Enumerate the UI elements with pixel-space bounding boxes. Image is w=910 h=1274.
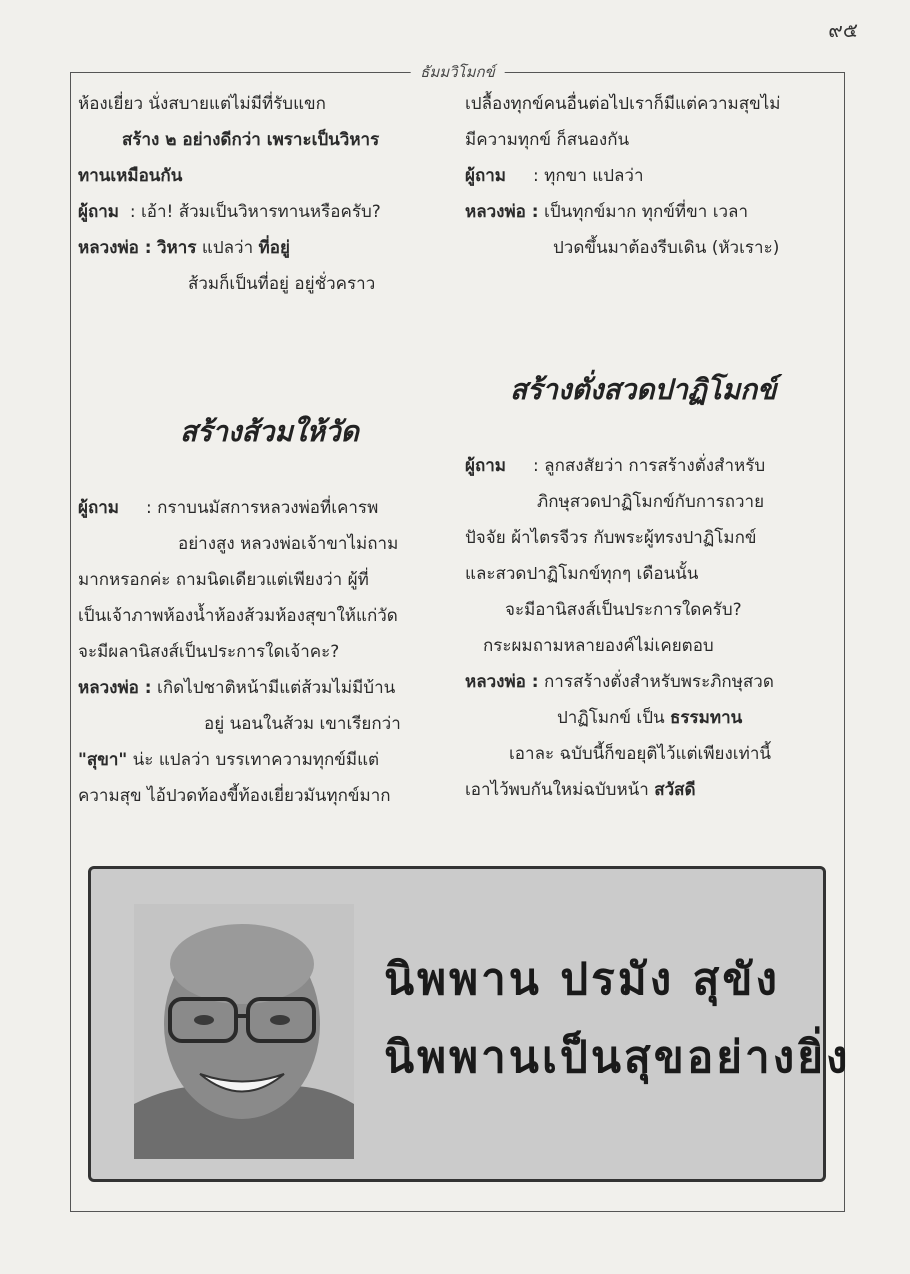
answer-text: เป็นทุกข์มาก ทุกข์ที่ขา เวลา <box>544 202 749 222</box>
question-line: อย่างสูง หลวงพ่อเจ้าขาไม่ถาม <box>178 534 399 554</box>
banner-thai-line: นิพพานเป็นสุขอย่างยิ่ง <box>384 1032 851 1083</box>
paragraph-line: ห้องเยี่ยว นั่งสบายแต่ไม่มีที่รับแขก <box>78 94 326 114</box>
question-line <box>78 194 448 230</box>
question-line: ภิกษุสวดปาฏิโมกข์กับการถวาย <box>537 492 765 512</box>
question-line: ปัจจัย ผ้าไตรจีวร กับพระผู้ทรงปาฏิโมกข์ <box>465 528 757 548</box>
paragraph-line: ทานเหมือนกัน <box>78 166 183 186</box>
section-heading: สร้างส้วมให้วัด <box>180 415 359 448</box>
question-line: มากหรอกค่ะ ถามนิดเดียวแต่เพียงว่า ผู้ที่ <box>78 570 369 590</box>
answer-line: อยู่ นอนในส้วม เขาเรียกว่า <box>204 714 401 734</box>
answer-line <box>465 194 833 230</box>
speaker-label: ผู้ถาม <box>465 166 507 186</box>
closing-text: เอาไว้พบกันใหม่ฉบับหน้า <box>465 780 655 800</box>
question-text: : ทุกขา แปลว่า <box>533 166 644 186</box>
paragraph-line: มีความทุกข์ ก็สนองกัน <box>465 130 630 150</box>
speaker-label: หลวงพ่อ : <box>78 678 152 698</box>
answer-line <box>465 700 833 736</box>
paragraph-line: สร้าง ๒ อย่างดีกว่า เพราะเป็นวิหาร <box>122 130 380 150</box>
section-heading: สร้างตั่งสวดปาฏิโมกข์ <box>510 373 777 406</box>
answer-text: น่ะ แปลว่า บรรเทาความทุกข์มีแต่ <box>127 750 380 770</box>
closing-line <box>465 772 833 808</box>
header-title: ธัมมวิโมกข์ <box>410 60 505 84</box>
portrait-image <box>134 904 354 1159</box>
answer-line: ส้วมก็เป็นที่อยู่ อยู่ชั่วคราว <box>188 274 376 294</box>
question-line: จะมีอานิสงส์เป็นประการใดครับ? <box>505 600 742 620</box>
right-column <box>465 86 833 266</box>
bold-term: สวัสดี <box>654 780 696 800</box>
left-column <box>78 86 448 302</box>
question-text: : กราบนมัสการหลวงพ่อที่เคารพ <box>146 498 379 518</box>
answer-line <box>78 670 448 706</box>
answer-line: ปวดขึ้นมาต้องรีบเดิน (หัวเราะ) <box>553 238 780 258</box>
bold-term: วิหาร <box>157 238 197 258</box>
answer-line: ความสุข ไอ้ปวดท้องขี้ท้องเยี่ยวมันทุกข์มาก <box>78 786 391 806</box>
answer-text: เกิดไปชาติหน้ามีแต่ส้วมไม่มีบ้าน <box>157 678 396 698</box>
closing-line: เอาละ ฉบับนี้ก็ขอยุติไว้แต่เพียงเท่านี้ <box>509 744 771 764</box>
answer-text: ปาฏิโมกข์ เป็น <box>557 708 671 728</box>
bold-term: ที่อยู่ <box>258 238 290 258</box>
speaker-label: หลวงพ่อ : <box>78 238 152 258</box>
speaker-label: หลวงพ่อ : <box>465 202 539 222</box>
monk-portrait <box>134 904 354 1159</box>
speaker-label: ผู้ถาม <box>78 202 120 222</box>
answer-text: แปลว่า <box>196 238 259 258</box>
question-line: กระผมถามหลายองค์ไม่เคยตอบ <box>483 636 714 656</box>
left-column-lower <box>78 490 448 814</box>
question-line: เป็นเจ้าภาพห้องน้ำห้องส้วมห้องสุขาให้แก่วัด <box>78 606 398 626</box>
answer-line <box>78 230 448 266</box>
question-text: : ลูกสงสัยว่า การสร้างตั่งสำหรับ <box>533 456 766 476</box>
answer-text: การสร้างตั่งสำหรับพระภิกษุสวด <box>544 672 774 692</box>
question-line <box>465 158 833 194</box>
bold-term: ธรรมทาน <box>670 708 743 728</box>
question-line <box>465 448 833 484</box>
speaker-label: ผู้ถาม <box>465 456 507 476</box>
question-line <box>78 490 448 526</box>
speaker-label: หลวงพ่อ : <box>465 672 539 692</box>
question-text: : เอ้า! ส้วมเป็นวิหารทานหรือครับ? <box>129 202 381 222</box>
question-line: และสวดปาฏิโมกข์ทุกๆ เดือนนั้น <box>465 564 699 584</box>
question-line: จะมีผลานิสงส์เป็นประการใดเจ้าคะ? <box>78 642 340 662</box>
answer-line <box>78 742 448 778</box>
answer-line <box>465 664 833 700</box>
right-column-lower <box>465 448 833 808</box>
speaker-label: ผู้ถาม <box>78 498 120 518</box>
banner-pali-line: นิพพาน ปรมัง สุขัง <box>384 954 780 1005</box>
page-number: ๙๕ <box>828 18 858 42</box>
paragraph-line: เปลื้องทุกข์คนอื่นต่อไปเราก็มีแต่ความสุขไม่ <box>465 94 781 114</box>
bold-term: "สุขา" <box>78 750 128 770</box>
